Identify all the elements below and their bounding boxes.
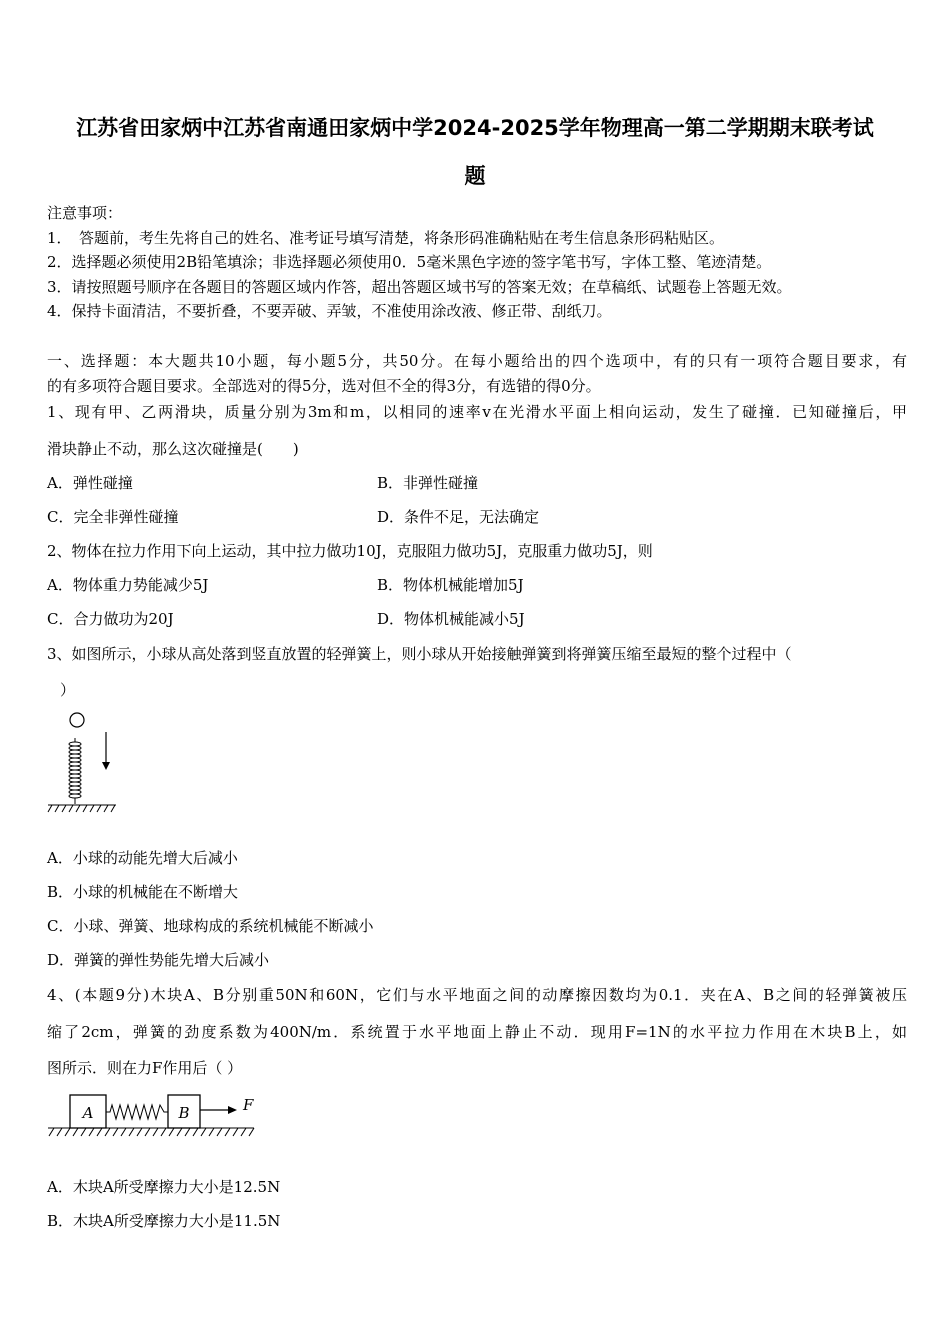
block-a-label: A <box>82 1104 94 1122</box>
q3-option-a: A．小球的动能先增大后减小 <box>47 849 238 867</box>
section-intro-line-2: 的有多项符合题目要求。全部选对的得5分，选对但不全的得3分，有选错的得0分。 <box>47 377 601 395</box>
q1-option-d: D．条件不足，无法确定 <box>377 508 540 526</box>
q1-option-b: B．非弹性碰撞 <box>377 474 479 492</box>
q2-option-b: B．物体机械能增加5J <box>377 576 524 594</box>
q1-stem-line-1: 1、现有甲、乙两滑块，质量分别为3m和m，以相同的速率v在光滑水平面上相向运动，发生了碰撞．已知碰撞后，甲 <box>47 403 907 421</box>
q3-stem-line-1: 3、如图所示，小球从高处落到竖直放置的轻弹簧上，则小球从开始接触弹簧到将弹簧压缩至最短的整个过程中（ <box>47 645 792 663</box>
ball <box>70 713 84 727</box>
floor <box>48 1128 254 1136</box>
horizontal-spring <box>106 1105 168 1119</box>
q4-stem-line-2: 缩了2cm，弹簧的劲度系数为400N/m．系统置于水平地面上静止不动．现用F=1N的水平拉力作用在木块B上，如 <box>47 1023 907 1041</box>
q2-stem: 2、物体在拉力作用下向上运动，其中拉力做功10J，克服阻力做功5J，克服重力做功5J，则 <box>47 542 653 560</box>
q1-option-c: C．完全非弹性碰撞 <box>47 508 179 526</box>
q2-option-a: A．物体重力势能减少5J <box>47 576 209 594</box>
notice-item-2: 2．选择题必须使用2B铅笔填涂；非选择题必须使用0．5毫米黑色字迹的签字笔书写，字体工整、笔迹清楚。 <box>47 253 772 271</box>
q3-option-d: D．弹簧的弹性势能先增大后减小 <box>47 951 270 969</box>
notice-heading: 注意事项： <box>47 204 123 222</box>
notice-item-1: 1． 答题前，考生先将自己的姓名、准考证号填写清楚，将条形码准确粘贴在考生信息条形码粘贴区。 <box>47 229 725 247</box>
section-intro-line-1: 一、选择题：本大题共10小题，每小题5分，共50分。在每小题给出的四个选项中，有的只有一项符合题目要求，有 <box>47 352 907 370</box>
fall-arrow <box>102 732 110 770</box>
q4-stem-line-3: 图所示．则在力F作用后（ ） <box>47 1059 243 1077</box>
force-label: F <box>243 1096 254 1114</box>
force-arrow <box>200 1106 237 1114</box>
q2-option-c: C．合力做功为20J <box>47 610 174 628</box>
notice-item-3: 3．请按照题号顺序在各题目的答题区域内作答，超出答题区域书写的答案无效；在草稿纸、试题卷上答题无效。 <box>47 278 792 296</box>
vertical-spring <box>69 738 81 804</box>
q4-stem-line-1: 4、(本题9分)木块A、B分别重50N和60N，它们与水平地面之间的动摩擦因数均为0.1．夹在A、B之间的轻弹簧被压 <box>47 986 907 1004</box>
q3-option-c: C．小球、弹簧、地球构成的系统机械能不断减小 <box>47 917 374 935</box>
q3-option-b: B．小球的机械能在不断增大 <box>47 883 239 901</box>
blocks-spring-figure <box>46 1090 258 1144</box>
block-b-label: B <box>178 1104 190 1122</box>
ground <box>48 805 116 812</box>
exam-title-line-1: 江苏省田家炳中江苏省南通田家炳中学2024-2025学年物理高一第二学期期末联考试 <box>76 116 874 140</box>
q2-option-d: D．物体机械能减小5J <box>377 610 525 628</box>
notice-item-4: 4．保持卡面清洁，不要折叠，不要弄破、弄皱，不准使用涂改液、修正带、刮纸刀。 <box>47 302 612 320</box>
q1-option-a: A．弹性碰撞 <box>47 474 133 492</box>
ball-spring-figure <box>44 708 120 816</box>
q4-option-b: B．木块A所受摩擦力大小是11.5N <box>47 1212 281 1230</box>
exam-title-line-2: 题 <box>464 164 486 188</box>
q3-stem-line-2: ） <box>60 681 76 699</box>
q4-option-a: A．木块A所受摩擦力大小是12.5N <box>47 1178 281 1196</box>
q1-stem-line-2: 滑块静止不动，那么这次碰撞是( ) <box>47 440 299 458</box>
